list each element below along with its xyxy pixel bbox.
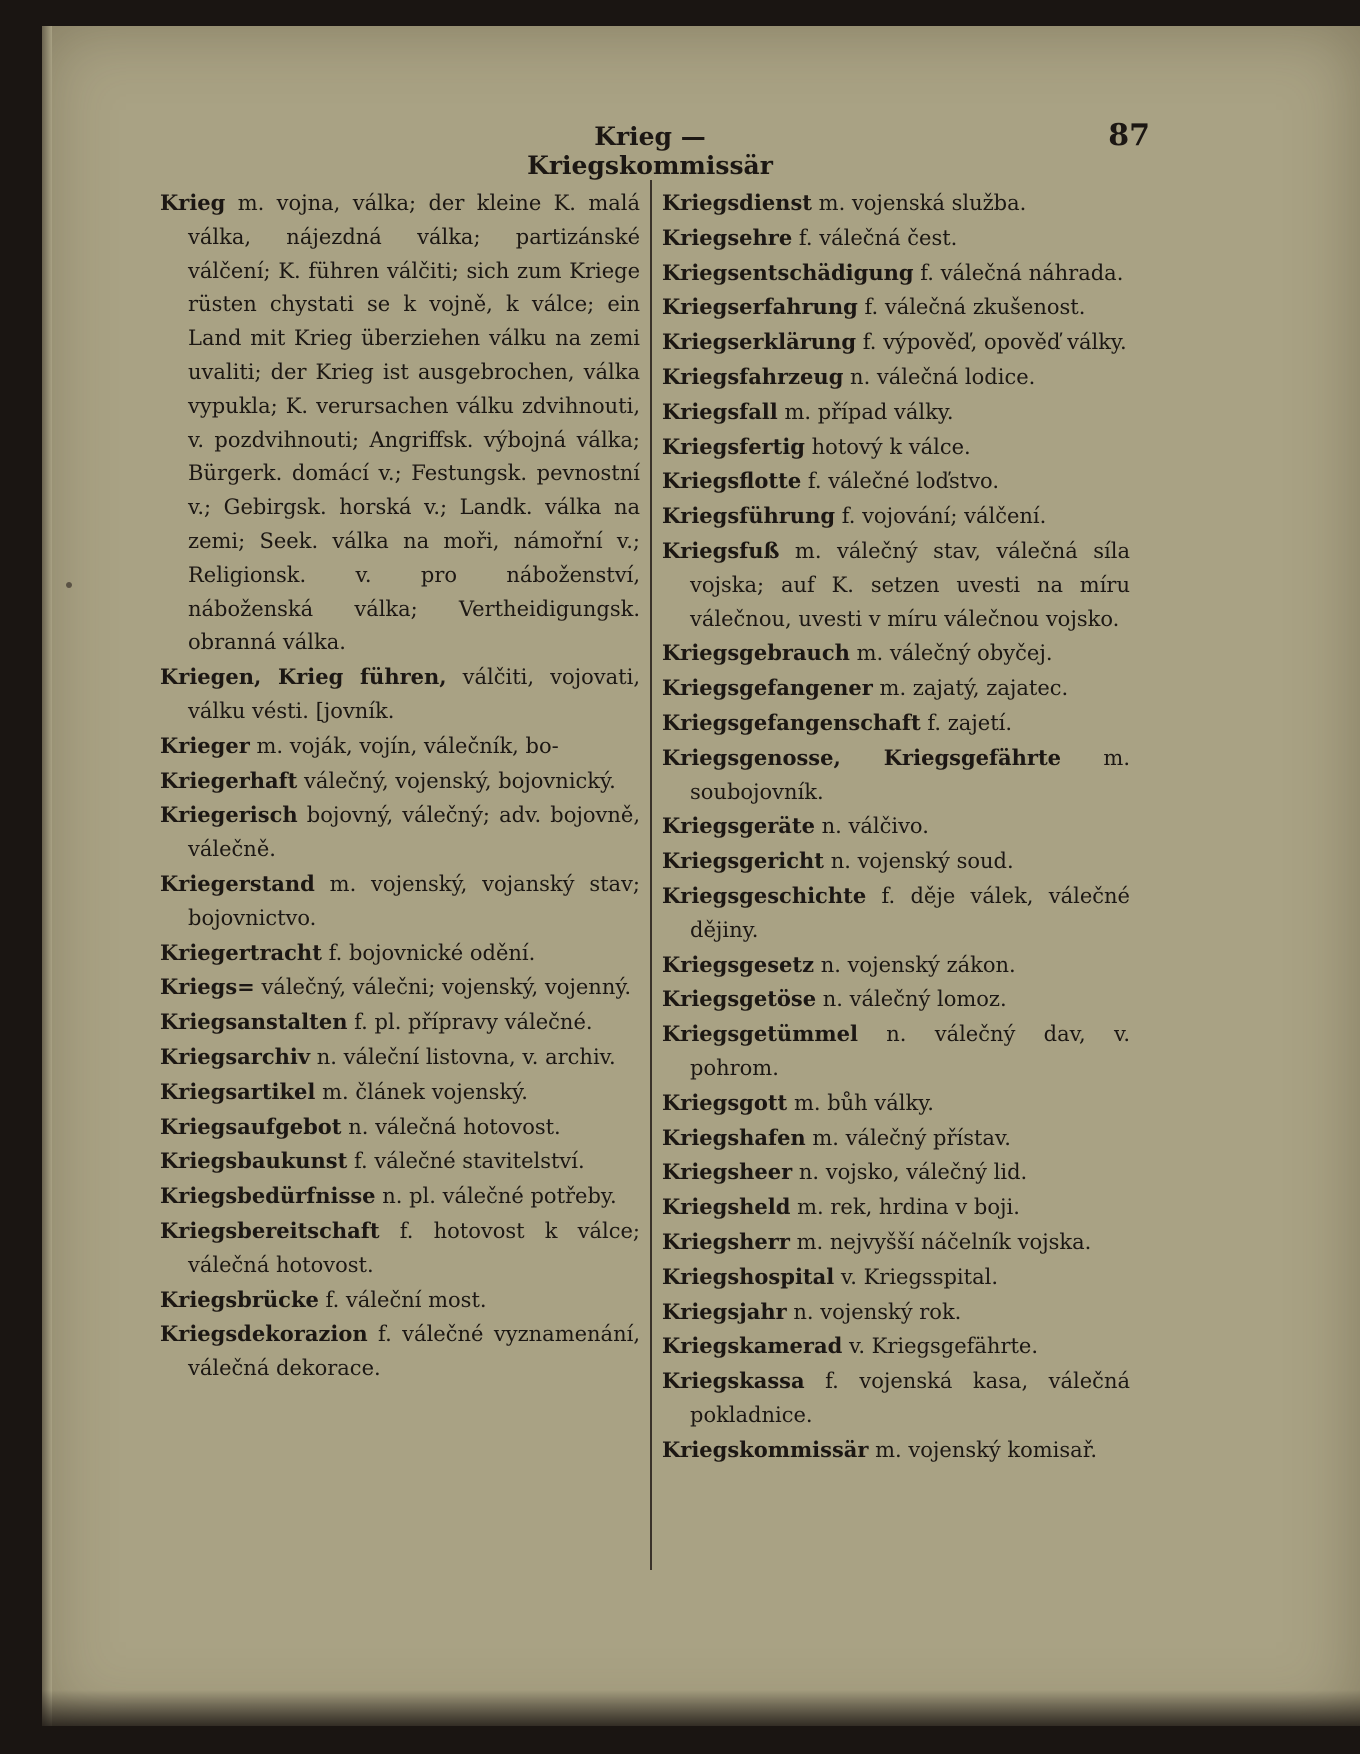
definition: m. vojenská služba. — [811, 191, 1027, 215]
definition: m. bůh války. — [787, 1090, 934, 1115]
definition: f. válečná zkušenost. — [857, 295, 1086, 320]
headword: Kriegertracht — [160, 939, 322, 965]
definition: v. Kriegsspital. — [834, 1264, 998, 1289]
dictionary-entry — [662, 741, 1130, 810]
definition: f. váleční most. — [318, 1287, 487, 1312]
definition: n. válečný dav, v. pohrom. — [690, 1022, 1130, 1080]
dictionary-entry — [662, 636, 1130, 671]
dictionary-entry — [662, 186, 1130, 221]
headword: Kriegerstand — [160, 870, 315, 896]
headword: Kriegsarchiv — [160, 1043, 311, 1069]
page-speck — [66, 582, 72, 588]
dictionary-entry — [160, 867, 640, 936]
headword: Kriegskommissär — [662, 1436, 869, 1462]
dictionary-entry — [160, 1005, 640, 1040]
dictionary-entry — [662, 671, 1130, 706]
dictionary-entry — [662, 534, 1130, 636]
headword: Kriegsartikel — [160, 1078, 316, 1104]
headword: Kriegsheer — [662, 1159, 793, 1185]
headword: Kriegsführung — [662, 503, 836, 529]
dictionary-entry — [662, 1295, 1130, 1330]
definition: n. válčivo. — [814, 814, 929, 839]
dictionary-entry — [662, 464, 1130, 499]
dictionary-entry — [662, 948, 1130, 983]
definition: m. válečný obyčej. — [849, 641, 1053, 666]
headword: Kriegs= — [160, 974, 255, 1000]
book-spine-shadow — [42, 26, 52, 1726]
definition: m. soubojovník. — [690, 745, 1130, 804]
dictionary-entry — [662, 1364, 1130, 1433]
dictionary-entry — [662, 706, 1130, 741]
dictionary-entry — [662, 499, 1130, 534]
definition: v. Kriegsgefährte. — [842, 1334, 1039, 1359]
headword: Krieger — [160, 732, 250, 758]
dictionary-entry — [662, 325, 1130, 360]
headword: Kriegskamerad — [662, 1333, 843, 1359]
definition: n. pl. válečné potřeby. — [375, 1184, 617, 1209]
headword: Kriegsgeräte — [662, 813, 815, 839]
dictionary-entry — [662, 1260, 1130, 1295]
dictionary-entry — [662, 1225, 1130, 1260]
definition: n. válečná hotovost. — [341, 1114, 561, 1139]
headword: Kriegsbrücke — [160, 1286, 319, 1312]
headword: Kriegsgetümmel — [662, 1021, 858, 1047]
headword: Kriegsgebrauch — [662, 640, 850, 666]
headword: Kriegsbaukunst — [160, 1148, 348, 1174]
headword: Kriegerhaft — [160, 767, 298, 793]
headword: Kriegsfuß — [662, 537, 780, 563]
dictionary-entry — [662, 1329, 1130, 1364]
definition: f. vojování; válčení. — [835, 504, 1047, 529]
definition: válčiti, vojovati, válku vésti. [jovník. — [188, 665, 641, 723]
definition: bojovný, válečný; adv. bojovně, válečně. — [188, 803, 640, 862]
definition: n. vojenský zákon. — [814, 952, 1016, 977]
page-number: 87 — [1108, 118, 1150, 153]
definition: f. pl. přípravy válečné. — [347, 1010, 593, 1035]
dictionary-entry — [662, 844, 1130, 879]
definition: hotový k válce. — [804, 434, 971, 459]
dictionary-entry — [160, 1179, 640, 1214]
dictionary-entry — [160, 729, 640, 764]
headword: Kriegsgeschichte — [662, 882, 867, 908]
dictionary-entry — [662, 1121, 1130, 1156]
dictionary-entry — [662, 221, 1130, 256]
dictionary-entry — [662, 1190, 1130, 1225]
column-divider — [650, 180, 652, 1570]
bottom-edge-shadow — [0, 1690, 1360, 1754]
headword: Kriegsgetöse — [662, 986, 817, 1012]
dictionary-entry — [160, 1040, 640, 1075]
dictionary-entry — [160, 660, 640, 729]
dictionary-entry — [160, 1283, 640, 1318]
definition: n. váleční listovna, v. archiv. — [310, 1044, 616, 1069]
definition: f. hotovost k válce; válečná hotovost. — [188, 1218, 640, 1277]
headword: Kriegsgefangener — [662, 675, 873, 701]
definition: m. nejvyšší náčelník vojska. — [789, 1229, 1092, 1254]
headword: Kriegserfahrung — [662, 294, 858, 320]
headword: Kriegskassa — [662, 1368, 805, 1394]
headword: Kriegsdekorazion — [160, 1321, 368, 1347]
headword: Kriegsgericht — [662, 848, 825, 874]
headword: Kriegsgenosse, Kriegsgefährte — [662, 744, 1062, 770]
definition: n. válečný lomoz. — [816, 987, 1007, 1012]
definition: f. válečná náhrada. — [913, 260, 1124, 285]
dictionary-entry — [160, 1144, 640, 1179]
headword: Kriegsgesetz — [662, 951, 815, 977]
headword: Kriegsjahr — [662, 1298, 787, 1324]
dictionary-entry — [662, 1086, 1130, 1121]
dictionary-entry — [160, 970, 640, 1005]
headword: Kriegsfertig — [662, 433, 805, 459]
headword: Kriegsaufgebot — [160, 1113, 342, 1139]
definition: f. děje válek, válečné dějiny. — [690, 883, 1130, 942]
headword: Kriegerisch — [160, 802, 298, 828]
dictionary-entry — [662, 395, 1130, 430]
definition: f. bojovnické odění. — [321, 940, 536, 965]
definition: m. zajatý, zajatec. — [872, 676, 1069, 701]
dictionary-entry — [662, 360, 1130, 395]
headword: Kriegsheld — [662, 1194, 791, 1220]
headword: Kriegsfall — [662, 398, 778, 424]
definition: f. zajetí. — [920, 710, 1013, 735]
definition: n. válečná lodice. — [843, 364, 1036, 389]
headword: Kriegsflotte — [662, 468, 802, 494]
headword: Kriegsgott — [662, 1089, 788, 1115]
dictionary-entry — [662, 982, 1130, 1017]
dictionary-entry — [160, 186, 640, 660]
definition: f. válečné vyznamenání, válečná dekorace. — [188, 1322, 640, 1381]
dictionary-entry — [160, 1317, 640, 1386]
dictionary-entry — [662, 1433, 1130, 1468]
headword: Kriegsanstalten — [160, 1009, 348, 1035]
definition: m. válečný přístav. — [805, 1125, 1011, 1150]
dictionary-entry — [160, 1110, 640, 1145]
dictionary-entry — [662, 879, 1130, 948]
definition: f. válečné loďstvo. — [801, 469, 1000, 494]
dictionary-entry — [662, 290, 1130, 325]
headword: Kriegserklärung — [662, 329, 857, 355]
definition: m. voják, vojín, válečník, bo- — [249, 733, 559, 758]
dictionary-entry — [160, 1075, 640, 1110]
right-column — [662, 186, 1130, 1467]
headword: Kriegen, Krieg führen, — [160, 664, 447, 690]
headword: Kriegsfahrzeug — [662, 363, 844, 389]
dictionary-entry — [160, 764, 640, 799]
dictionary-entry — [662, 1017, 1130, 1086]
definition: m. případ války. — [777, 399, 954, 424]
dictionary-entry — [160, 936, 640, 971]
headword: Kriegshospital — [662, 1263, 835, 1289]
dictionary-entry — [160, 798, 640, 867]
definition: válečný, válečni; vojenský, vojenný. — [254, 975, 632, 1000]
headword: Krieg — [160, 190, 226, 215]
dictionary-entry — [160, 1214, 640, 1283]
definition: n. vojenský soud. — [824, 849, 1014, 874]
definition: f. výpověď, opověď války. — [856, 330, 1127, 355]
dictionary-entry — [662, 809, 1130, 844]
definition: n. vojsko, válečný lid. — [792, 1160, 1028, 1185]
headword: Kriegshafen — [662, 1124, 806, 1150]
definition: m. válečný stav, válečná síla vojska; auf K. setzen uvesti na míru válečnou, uvesti v míru válečnou vojsko. — [690, 538, 1130, 631]
definition: f. vojenská kasa, válečná pokladnice. — [690, 1369, 1130, 1427]
left-column — [160, 186, 640, 1386]
dictionary-entry — [662, 430, 1130, 465]
definition: f. válečné stavitelství. — [347, 1149, 585, 1174]
headword: Kriegsdienst — [662, 190, 812, 215]
definition: válečný, vojenský, bojovnický. — [297, 768, 616, 793]
running-head: Krieg — Kriegskommissär — [527, 122, 773, 180]
headword: Kriegsherr — [662, 1228, 790, 1254]
definition: m. vojenský komisař. — [868, 1437, 1098, 1462]
definition: n. vojenský rok. — [786, 1299, 962, 1324]
definition: m. vojna, válka; der kleine K. malá válka, nájezdná válka; partizánské válčení; K. führen válčiti; sich zum Kriege rüsten chystati se k vojně, k válce; ein Land mit Krieg überziehen válku na zemi uvaliti; der Krieg ist ausgebrochen, válka vypukla; K. verursachen válku zdvihnouti, v. pozdvihnouti; Angriffsk. výbojná válka; Bürgerk. domácí v.; Festungsk. pevnostní v.; Gebirgsk. horská v.; Landk. válka na zemi; Seek. válka na moři, námořní v.; Religionsk. v. pro náboženství, náboženská válka; Vertheidigungsk. obranná válka. — [188, 191, 640, 655]
headword: Kriegsentschädigung — [662, 259, 914, 285]
definition: m. vojenský, vojanský stav; bojovnictvo. — [188, 871, 640, 930]
headword: Kriegsehre — [662, 224, 793, 250]
definition: m. článek vojenský. — [315, 1079, 528, 1104]
dictionary-entry — [662, 256, 1130, 291]
definition: f. válečná čest. — [792, 225, 958, 250]
definition: m. rek, hrdina v boji. — [790, 1195, 1020, 1220]
headword: Kriegsbedürfnisse — [160, 1183, 376, 1209]
dictionary-entry — [662, 1155, 1130, 1190]
headword: Kriegsbereitschaft — [160, 1217, 380, 1243]
headword: Kriegsgefangenschaft — [662, 709, 921, 735]
